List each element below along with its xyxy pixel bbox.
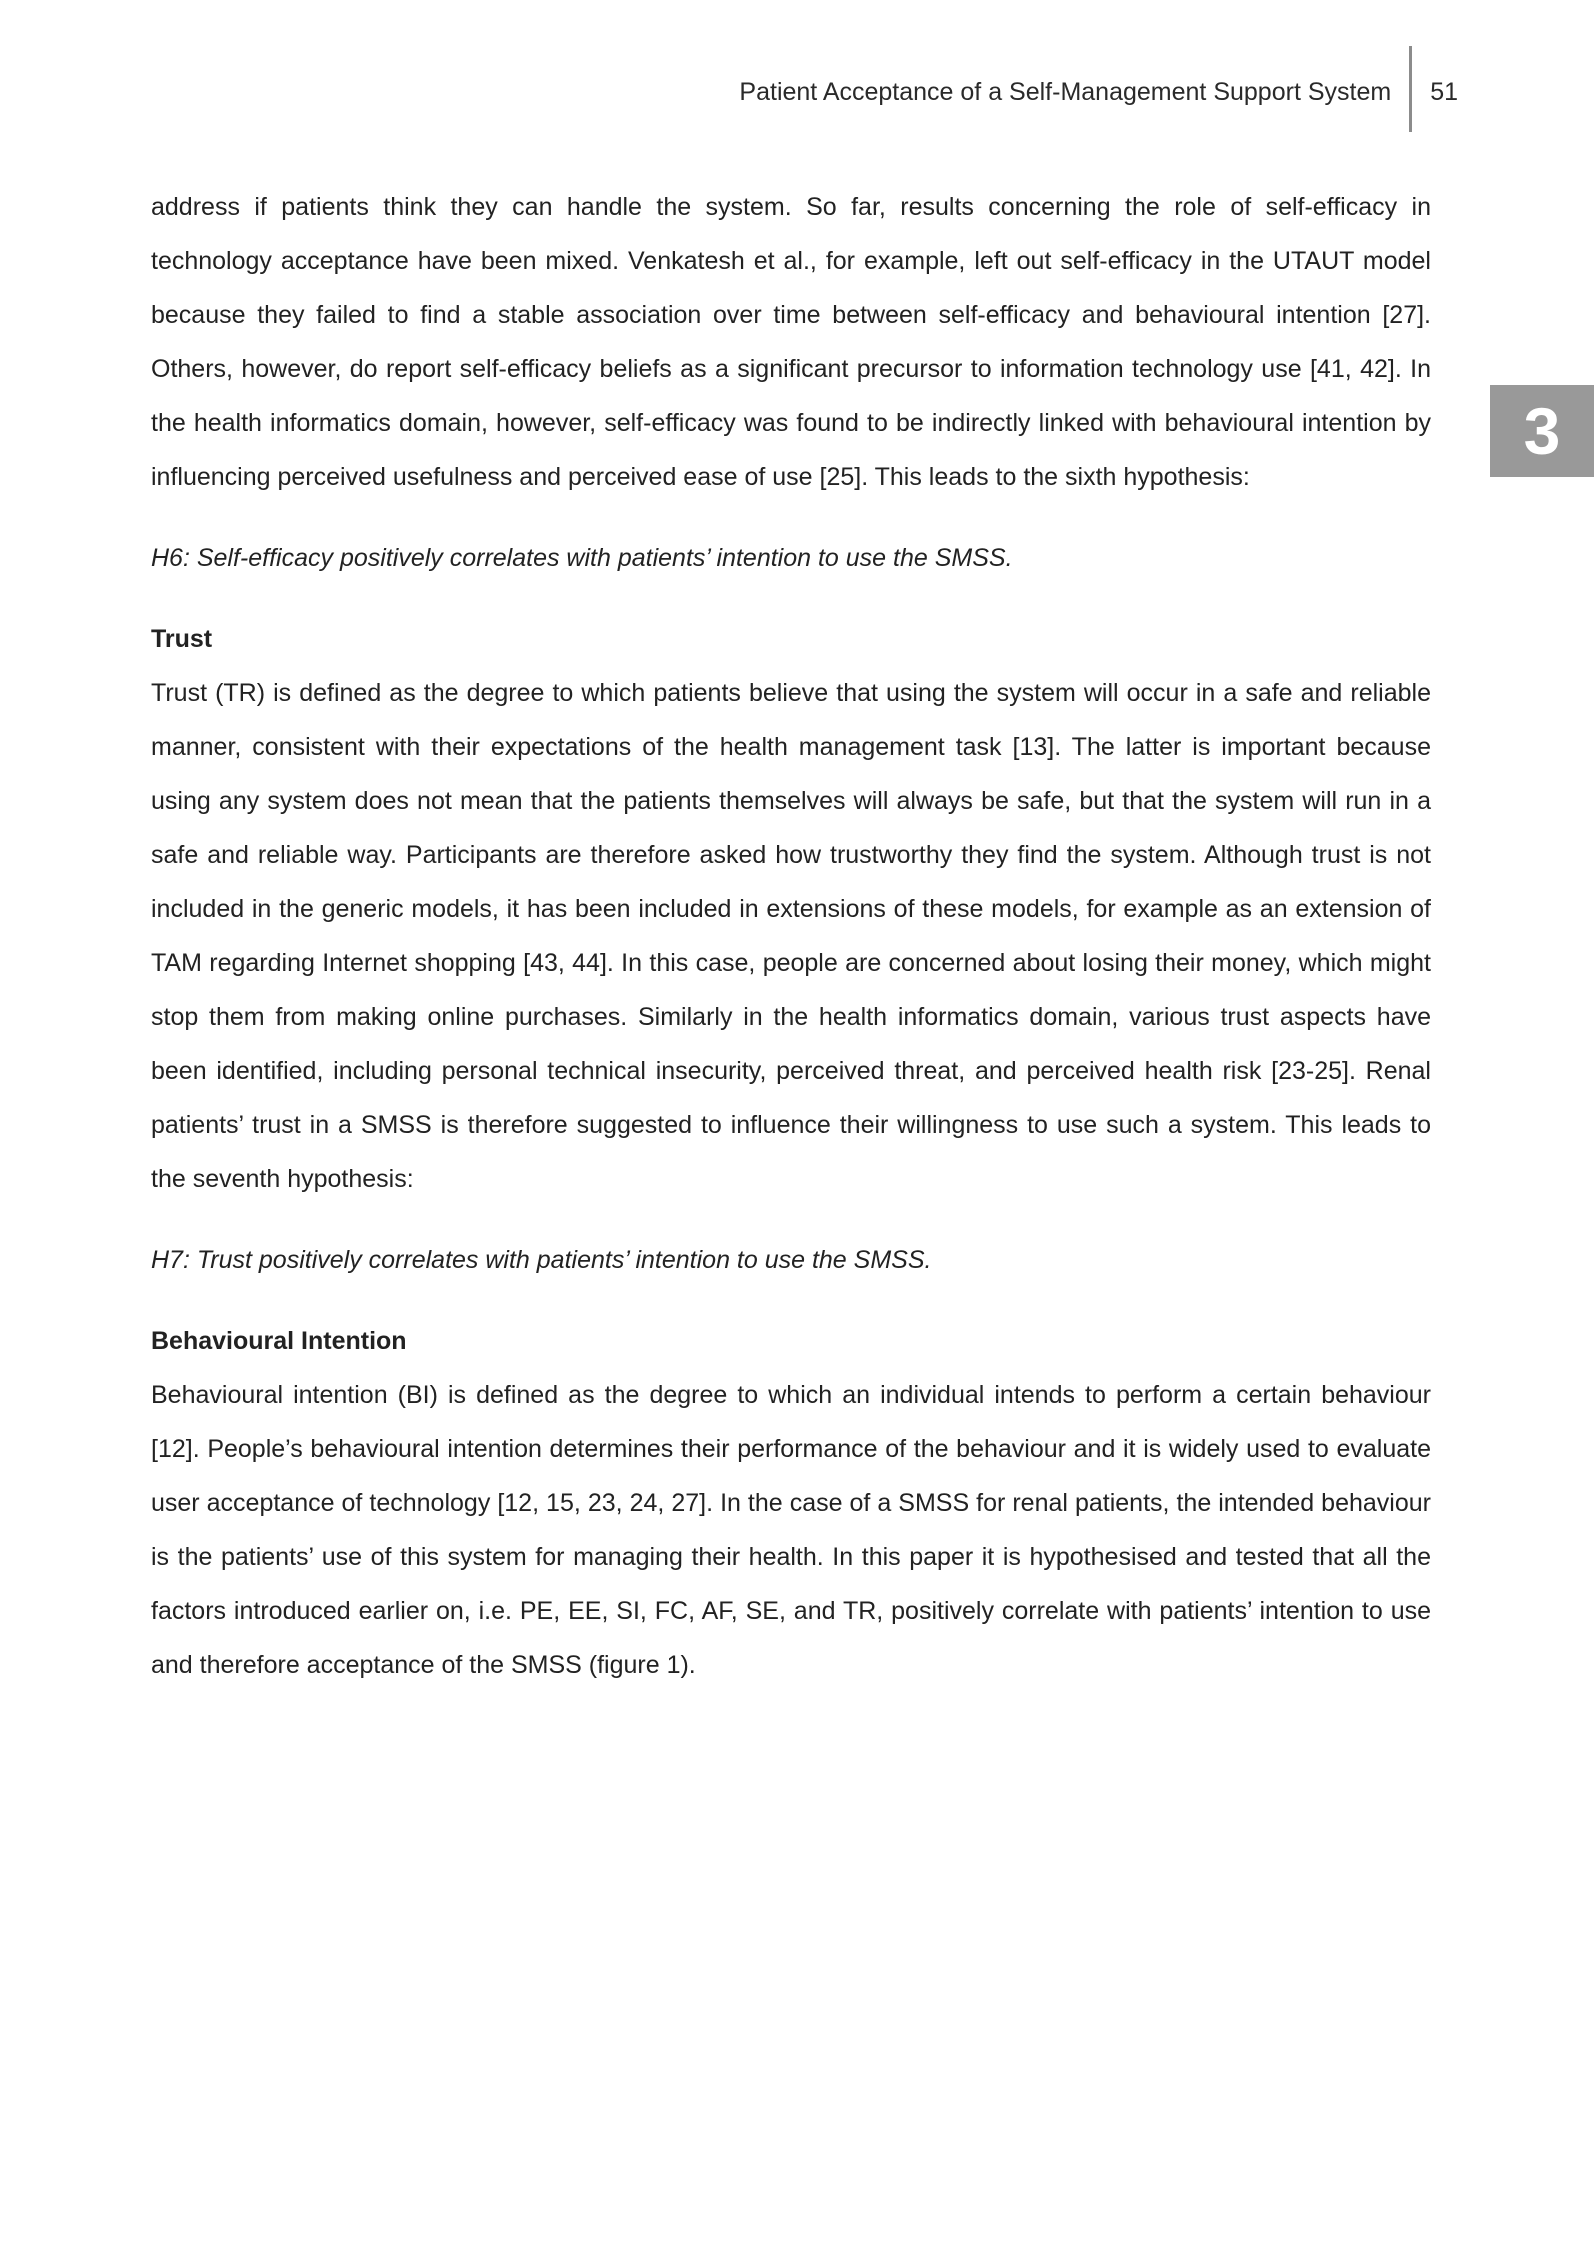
section-heading-behavioural-intention: Behavioural Intention	[151, 1327, 407, 1355]
intro-paragraph: address if patients think they can handle the system. So far, results concerning the role of self-efficacy in technology acceptance have been mixed. Venkatesh et al., for example, left out self-efficacy in the UTAUT model because they failed to find a stable association over time between self-efficacy and behavioural intention [27]. Others, however, do report self-efficacy beliefs as a significant precursor to information technology use [41, 42]. In the health informatics domain, however, self-efficacy was found to be indirectly linked with behavioural intention by influencing perceived usefulness and perceived ease of use [25]. This leads to the sixth hypothesis:	[151, 193, 1431, 491]
hypothesis-h6: H6: Self-efficacy positively correlates with patients’ intention to use the SMSS.	[151, 544, 1013, 572]
hypothesis-h7: H7: Trust positively correlates with patients’ intention to use the SMSS.	[151, 1246, 932, 1274]
running-title: Patient Acceptance of a Self-Management Support System	[739, 77, 1392, 106]
page-body	[151, 180, 1431, 1692]
behavioural-intention-paragraph: Behavioural intention (BI) is defined as the degree to which an individual intends to perform a certain behaviour [12]. People’s behavioural intention determines their performance of the behaviour and it is widely used to evaluate user acceptance of technology [12, 15, 23, 24, 27]. In the case of a SMSS for renal patients, the intended behaviour is the patients’ use of this system for managing their health. In this paper it is hypothesised and tested that all the factors introduced earlier on, i.e. PE, EE, SI, FC, AF, SE, and TR, positively correlate with patients’ intention to use and therefore acceptance of the SMSS (figure 1).	[151, 1381, 1431, 1679]
trust-paragraph: Trust (TR) is defined as the degree to which patients believe that using the system will occur in a safe and reliable manner, consistent with their expectations of the health management task [13]. The latter is important because using any system does not mean that the patients themselves will always be safe, but that the system will run in a safe and reliable way. Participants are therefore asked how trustworthy they find the system. Although trust is not included in the generic models, it has been included in extensions of these models, for example as an extension of TAM regarding Internet shopping [43, 44]. In this case, people are concerned about losing their money, which might stop them from making online purchases. Similarly in the health informatics domain, various trust aspects have been identified, including personal technical insecurity, perceived threat, and perceived health risk [23-25]. Renal patients’ trust in a SMSS is therefore suggested to influence their willingness to use such a system. This leads to the seventh hypothesis:	[151, 679, 1431, 1193]
chapter-tab: 3	[1490, 385, 1594, 477]
page-number: 51	[1430, 77, 1458, 106]
section-heading-trust: Trust	[151, 625, 213, 653]
running-header	[739, 72, 1458, 112]
